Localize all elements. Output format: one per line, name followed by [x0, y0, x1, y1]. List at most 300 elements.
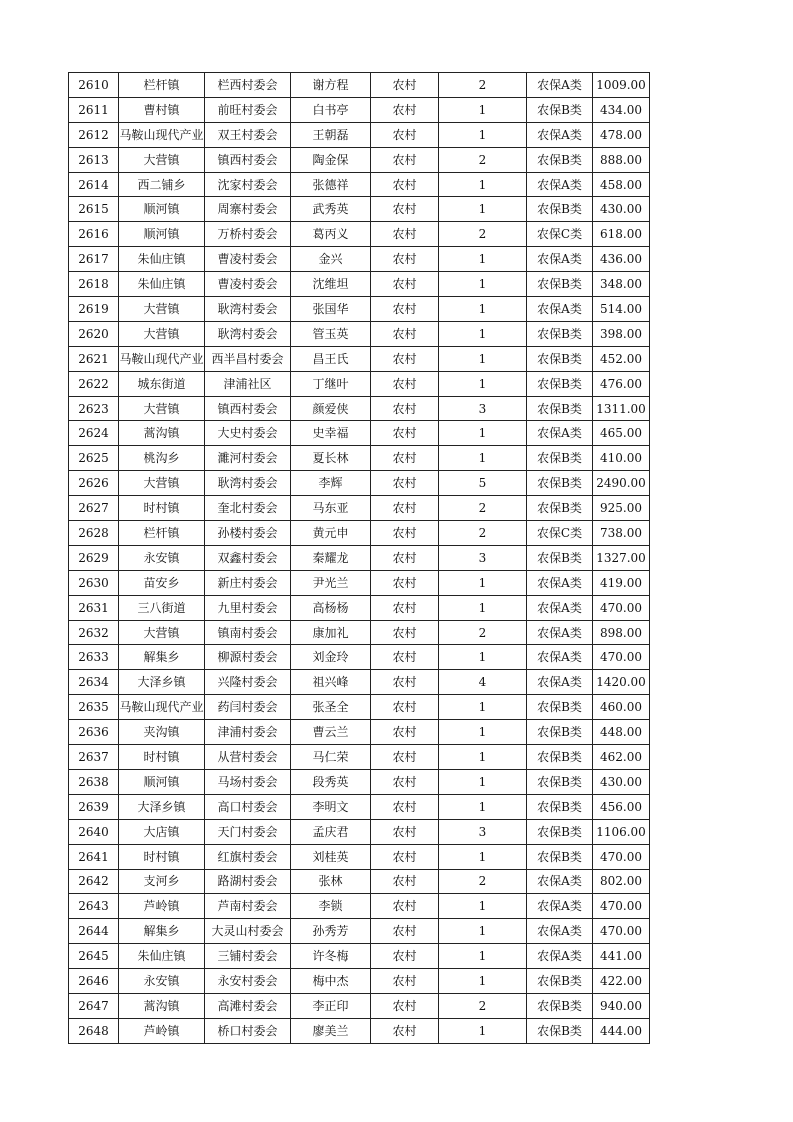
cell-person-name: 李锁 — [291, 894, 371, 919]
cell-area-type: 农村 — [371, 595, 439, 620]
cell-village: 九里村委会 — [205, 595, 291, 620]
cell-village: 奎北村委会 — [205, 496, 291, 521]
records-table-body — [69, 73, 650, 1044]
cell-amount: 514.00 — [593, 297, 650, 322]
cell-town — [119, 346, 205, 371]
cell-area-type: 农村 — [371, 73, 439, 98]
cell-serial-number: 2613 — [69, 147, 119, 172]
cell-area-type: 农村 — [371, 122, 439, 147]
cell-person-name: 管玉英 — [291, 321, 371, 346]
cell-amount: 618.00 — [593, 222, 650, 247]
cell-category: 农保B类 — [527, 769, 593, 794]
cell-area-type: 农村 — [371, 371, 439, 396]
cell-serial-number: 2612 — [69, 122, 119, 147]
cell-amount: 925.00 — [593, 496, 650, 521]
cell-household-count: 1 — [439, 844, 527, 869]
cell-serial-number: 2620 — [69, 321, 119, 346]
table-row — [69, 496, 650, 521]
cell-household-count: 1 — [439, 570, 527, 595]
cell-amount: 1009.00 — [593, 73, 650, 98]
cell-serial-number: 2623 — [69, 396, 119, 421]
cell-area-type: 农村 — [371, 794, 439, 819]
cell-person-name: 张国华 — [291, 297, 371, 322]
cell-serial-number: 2624 — [69, 421, 119, 446]
cell-town-text: 大营镇 — [143, 625, 180, 640]
cell-household-count: 1 — [439, 247, 527, 272]
cell-person-name: 夏长林 — [291, 446, 371, 471]
cell-serial-number: 2633 — [69, 645, 119, 670]
cell-town-text: 支河乡 — [143, 874, 180, 889]
cell-category: 农保B类 — [527, 720, 593, 745]
cell-town — [119, 321, 205, 346]
cell-household-count: 1 — [439, 346, 527, 371]
cell-town — [119, 97, 205, 122]
cell-town — [119, 844, 205, 869]
cell-category: 农保B类 — [527, 147, 593, 172]
cell-serial-number: 2628 — [69, 521, 119, 546]
cell-amount: 434.00 — [593, 97, 650, 122]
cell-area-type: 农村 — [371, 272, 439, 297]
table-row — [69, 222, 650, 247]
cell-town-text: 芦岭镇 — [143, 1023, 180, 1038]
cell-amount: 478.00 — [593, 122, 650, 147]
cell-area-type: 农村 — [371, 297, 439, 322]
cell-town — [119, 919, 205, 944]
cell-person-name: 金兴 — [291, 247, 371, 272]
cell-town-text: 时村镇 — [143, 849, 180, 864]
cell-area-type: 农村 — [371, 819, 439, 844]
cell-category: 农保A类 — [527, 919, 593, 944]
cell-area-type: 农村 — [371, 919, 439, 944]
cell-household-count: 1 — [439, 645, 527, 670]
cell-amount: 888.00 — [593, 147, 650, 172]
cell-town-text: 大营镇 — [143, 476, 180, 491]
cell-village: 前旺村委会 — [205, 97, 291, 122]
cell-category: 农保B类 — [527, 844, 593, 869]
cell-area-type: 农村 — [371, 396, 439, 421]
cell-town — [119, 670, 205, 695]
cell-amount: 802.00 — [593, 869, 650, 894]
cell-village: 津浦社区 — [205, 371, 291, 396]
cell-village: 双鑫村委会 — [205, 545, 291, 570]
cell-household-count: 4 — [439, 670, 527, 695]
cell-area-type: 农村 — [371, 745, 439, 770]
cell-town — [119, 869, 205, 894]
cell-category: 农保B类 — [527, 272, 593, 297]
cell-serial-number: 2642 — [69, 869, 119, 894]
table-row — [69, 545, 650, 570]
cell-area-type: 农村 — [371, 720, 439, 745]
cell-household-count: 1 — [439, 97, 527, 122]
cell-category: 农保B类 — [527, 97, 593, 122]
cell-town-text: 顺河镇 — [143, 202, 180, 217]
cell-person-name: 李辉 — [291, 471, 371, 496]
cell-area-type: 农村 — [371, 222, 439, 247]
cell-category: 农保C类 — [527, 521, 593, 546]
table-row — [69, 993, 650, 1018]
table-row — [69, 769, 650, 794]
cell-category: 农保B类 — [527, 396, 593, 421]
cell-category: 农保A类 — [527, 645, 593, 670]
cell-area-type: 农村 — [371, 944, 439, 969]
cell-person-name: 王朝磊 — [291, 122, 371, 147]
table-row — [69, 396, 650, 421]
cell-household-count: 1 — [439, 371, 527, 396]
cell-amount: 465.00 — [593, 421, 650, 446]
cell-household-count: 1 — [439, 969, 527, 994]
cell-town — [119, 595, 205, 620]
cell-category: 农保B类 — [527, 545, 593, 570]
cell-serial-number: 2636 — [69, 720, 119, 745]
cell-category: 农保A类 — [527, 944, 593, 969]
cell-household-count: 2 — [439, 73, 527, 98]
cell-town — [119, 720, 205, 745]
cell-amount: 422.00 — [593, 969, 650, 994]
cell-category: 农保B类 — [527, 371, 593, 396]
cell-town-text: 苗安乡 — [143, 575, 180, 590]
cell-serial-number: 2641 — [69, 844, 119, 869]
cell-category: 农保B类 — [527, 471, 593, 496]
cell-town — [119, 396, 205, 421]
cell-person-name: 张圣全 — [291, 695, 371, 720]
cell-village: 周寨村委会 — [205, 197, 291, 222]
cell-area-type: 农村 — [371, 993, 439, 1018]
cell-village: 曹凌村委会 — [205, 247, 291, 272]
table-row — [69, 446, 650, 471]
cell-area-type: 农村 — [371, 321, 439, 346]
cell-town-text: 顺河镇 — [143, 774, 180, 789]
cell-amount: 441.00 — [593, 944, 650, 969]
cell-person-name: 马东亚 — [291, 496, 371, 521]
cell-category: 农保B类 — [527, 969, 593, 994]
cell-household-count: 5 — [439, 471, 527, 496]
cell-serial-number: 2631 — [69, 595, 119, 620]
cell-household-count: 1 — [439, 297, 527, 322]
cell-person-name: 马仁荣 — [291, 745, 371, 770]
cell-village: 双王村委会 — [205, 122, 291, 147]
cell-serial-number: 2616 — [69, 222, 119, 247]
cell-village: 柳源村委会 — [205, 645, 291, 670]
cell-serial-number: 2622 — [69, 371, 119, 396]
table-row — [69, 73, 650, 98]
table-row — [69, 1018, 650, 1043]
cell-village: 芦南村委会 — [205, 894, 291, 919]
table-row — [69, 247, 650, 272]
cell-amount: 470.00 — [593, 844, 650, 869]
cell-category: 农保B类 — [527, 695, 593, 720]
cell-person-name: 沈维坦 — [291, 272, 371, 297]
cell-household-count: 2 — [439, 993, 527, 1018]
cell-village: 曹凌村委会 — [205, 272, 291, 297]
table-row — [69, 670, 650, 695]
cell-area-type: 农村 — [371, 969, 439, 994]
table-row — [69, 297, 650, 322]
cell-household-count: 1 — [439, 272, 527, 297]
cell-person-name: 孟庆君 — [291, 819, 371, 844]
cell-town — [119, 819, 205, 844]
cell-household-count: 1 — [439, 122, 527, 147]
cell-village: 大史村委会 — [205, 421, 291, 446]
cell-village: 桥口村委会 — [205, 1018, 291, 1043]
cell-town-text: 大店镇 — [143, 824, 180, 839]
table-row — [69, 620, 650, 645]
cell-category: 农保B类 — [527, 321, 593, 346]
cell-area-type: 农村 — [371, 446, 439, 471]
cell-town — [119, 794, 205, 819]
cell-village: 红旗村委会 — [205, 844, 291, 869]
cell-amount: 940.00 — [593, 993, 650, 1018]
cell-town-text: 解集乡 — [143, 924, 180, 939]
cell-town — [119, 471, 205, 496]
cell-town-text: 栏杆镇 — [143, 77, 180, 92]
cell-category: 农保B类 — [527, 794, 593, 819]
cell-serial-number: 2617 — [69, 247, 119, 272]
cell-household-count: 1 — [439, 944, 527, 969]
cell-amount: 410.00 — [593, 446, 650, 471]
cell-household-count: 1 — [439, 1018, 527, 1043]
cell-category: 农保A类 — [527, 595, 593, 620]
cell-town — [119, 371, 205, 396]
cell-amount: 419.00 — [593, 570, 650, 595]
cell-household-count: 1 — [439, 197, 527, 222]
cell-serial-number: 2618 — [69, 272, 119, 297]
cell-area-type: 农村 — [371, 471, 439, 496]
cell-village: 镇西村委会 — [205, 396, 291, 421]
cell-village: 镇西村委会 — [205, 147, 291, 172]
cell-category: 农保B类 — [527, 496, 593, 521]
cell-village: 沈家村委会 — [205, 172, 291, 197]
cell-person-name: 张林 — [291, 869, 371, 894]
cell-area-type: 农村 — [371, 346, 439, 371]
cell-serial-number: 2639 — [69, 794, 119, 819]
cell-serial-number: 2627 — [69, 496, 119, 521]
table-row — [69, 421, 650, 446]
cell-town — [119, 645, 205, 670]
cell-serial-number: 2615 — [69, 197, 119, 222]
cell-person-name: 丁继叶 — [291, 371, 371, 396]
cell-category: 农保A类 — [527, 172, 593, 197]
cell-category: 农保C类 — [527, 222, 593, 247]
cell-category: 农保B类 — [527, 745, 593, 770]
cell-town-text: 大营镇 — [143, 326, 180, 341]
cell-person-name: 史幸福 — [291, 421, 371, 446]
table-row — [69, 645, 650, 670]
cell-household-count: 1 — [439, 595, 527, 620]
cell-person-name: 曹云兰 — [291, 720, 371, 745]
cell-area-type: 农村 — [371, 545, 439, 570]
cell-household-count: 1 — [439, 745, 527, 770]
cell-town-text: 马鞍山现代产业 — [119, 700, 204, 715]
cell-category: 农保A类 — [527, 122, 593, 147]
cell-person-name: 刘桂英 — [291, 844, 371, 869]
cell-serial-number: 2647 — [69, 993, 119, 1018]
cell-amount: 456.00 — [593, 794, 650, 819]
cell-area-type: 农村 — [371, 645, 439, 670]
cell-serial-number: 2645 — [69, 944, 119, 969]
cell-serial-number: 2640 — [69, 819, 119, 844]
cell-town-text: 永安镇 — [143, 974, 180, 988]
cell-area-type: 农村 — [371, 147, 439, 172]
cell-town — [119, 496, 205, 521]
cell-town-text: 解集乡 — [143, 650, 180, 665]
cell-household-count: 1 — [439, 695, 527, 720]
cell-town-text: 永安镇 — [143, 550, 180, 565]
cell-village: 濉河村委会 — [205, 446, 291, 471]
cell-town — [119, 969, 205, 994]
cell-area-type: 农村 — [371, 894, 439, 919]
cell-household-count: 3 — [439, 545, 527, 570]
cell-area-type: 农村 — [371, 97, 439, 122]
cell-person-name: 黄元申 — [291, 521, 371, 546]
cell-amount: 460.00 — [593, 695, 650, 720]
cell-serial-number: 2630 — [69, 570, 119, 595]
table-row — [69, 321, 650, 346]
table-row — [69, 819, 650, 844]
cell-town — [119, 769, 205, 794]
cell-household-count: 2 — [439, 521, 527, 546]
cell-area-type: 农村 — [371, 1018, 439, 1043]
cell-town — [119, 745, 205, 770]
cell-town-text: 城东街道 — [137, 376, 186, 391]
cell-category: 农保A类 — [527, 421, 593, 446]
cell-serial-number: 2629 — [69, 545, 119, 570]
table-row — [69, 720, 650, 745]
cell-village: 天门村委会 — [205, 819, 291, 844]
table-row — [69, 97, 650, 122]
cell-household-count: 3 — [439, 819, 527, 844]
cell-town — [119, 222, 205, 247]
cell-area-type: 农村 — [371, 670, 439, 695]
cell-area-type: 农村 — [371, 421, 439, 446]
cell-amount: 430.00 — [593, 197, 650, 222]
cell-person-name: 白书亭 — [291, 97, 371, 122]
cell-town-text: 朱仙庄镇 — [137, 252, 186, 267]
cell-household-count: 1 — [439, 794, 527, 819]
cell-person-name: 李正印 — [291, 993, 371, 1018]
cell-serial-number: 2634 — [69, 670, 119, 695]
cell-category: 农保A类 — [527, 869, 593, 894]
cell-town-text: 大泽乡镇 — [137, 675, 186, 690]
cell-area-type: 农村 — [371, 869, 439, 894]
table-row — [69, 521, 650, 546]
cell-village: 耿湾村委会 — [205, 321, 291, 346]
cell-amount: 1311.00 — [593, 396, 650, 421]
cell-person-name: 尹光兰 — [291, 570, 371, 595]
cell-town — [119, 1018, 205, 1043]
cell-town — [119, 695, 205, 720]
cell-person-name: 梅中杰 — [291, 969, 371, 994]
cell-area-type: 农村 — [371, 521, 439, 546]
cell-category: 农保B类 — [527, 993, 593, 1018]
cell-town-text: 顺河镇 — [143, 227, 180, 242]
table-row — [69, 869, 650, 894]
cell-amount: 444.00 — [593, 1018, 650, 1043]
cell-serial-number: 2610 — [69, 73, 119, 98]
cell-amount: 348.00 — [593, 272, 650, 297]
cell-household-count: 2 — [439, 620, 527, 645]
cell-area-type: 农村 — [371, 695, 439, 720]
cell-area-type: 农村 — [371, 620, 439, 645]
table-row — [69, 346, 650, 371]
cell-town — [119, 620, 205, 645]
cell-amount: 458.00 — [593, 172, 650, 197]
cell-household-count: 1 — [439, 769, 527, 794]
cell-serial-number: 2644 — [69, 919, 119, 944]
cell-person-name: 谢方程 — [291, 73, 371, 98]
cell-town-text: 大营镇 — [143, 152, 180, 167]
table-row — [69, 197, 650, 222]
cell-amount: 1420.00 — [593, 670, 650, 695]
cell-household-count: 2 — [439, 222, 527, 247]
cell-amount: 898.00 — [593, 620, 650, 645]
cell-town — [119, 944, 205, 969]
cell-serial-number: 2635 — [69, 695, 119, 720]
cell-amount: 738.00 — [593, 521, 650, 546]
cell-town-text: 大泽乡镇 — [137, 799, 186, 814]
cell-town-text: 蒿沟镇 — [143, 998, 180, 1013]
cell-village: 西半昌村委会 — [205, 346, 291, 371]
table-row — [69, 172, 650, 197]
cell-amount: 476.00 — [593, 371, 650, 396]
cell-household-count: 1 — [439, 894, 527, 919]
cell-town-text: 夹沟镇 — [143, 725, 180, 740]
cell-area-type: 农村 — [371, 172, 439, 197]
cell-category: 农保B类 — [527, 446, 593, 471]
cell-category: 农保A类 — [527, 247, 593, 272]
cell-town — [119, 122, 205, 147]
cell-person-name: 高杨杨 — [291, 595, 371, 620]
cell-town — [119, 247, 205, 272]
cell-household-count: 3 — [439, 396, 527, 421]
cell-amount: 436.00 — [593, 247, 650, 272]
cell-village: 从营村委会 — [205, 745, 291, 770]
cell-amount: 430.00 — [593, 769, 650, 794]
cell-village: 津浦村委会 — [205, 720, 291, 745]
cell-person-name: 李明文 — [291, 794, 371, 819]
cell-town-text: 马鞍山现代产业 — [119, 351, 204, 366]
cell-town — [119, 894, 205, 919]
cell-category: 农保A类 — [527, 894, 593, 919]
cell-serial-number: 2626 — [69, 471, 119, 496]
table-row — [69, 794, 650, 819]
cell-village: 万桥村委会 — [205, 222, 291, 247]
cell-person-name: 段秀英 — [291, 769, 371, 794]
cell-category: 农保B类 — [527, 197, 593, 222]
records-table — [68, 72, 650, 1044]
cell-amount: 470.00 — [593, 894, 650, 919]
cell-person-name: 陶金保 — [291, 147, 371, 172]
cell-village: 高滩村委会 — [205, 993, 291, 1018]
cell-serial-number: 2643 — [69, 894, 119, 919]
cell-village: 大灵山村委会 — [205, 919, 291, 944]
cell-person-name: 葛丙义 — [291, 222, 371, 247]
cell-town-text: 时村镇 — [143, 501, 180, 516]
cell-amount: 2490.00 — [593, 471, 650, 496]
cell-town-text: 朱仙庄镇 — [137, 949, 186, 964]
table-row — [69, 122, 650, 147]
cell-village: 孙楼村委会 — [205, 521, 291, 546]
table-row — [69, 695, 650, 720]
cell-village: 新庄村委会 — [205, 570, 291, 595]
cell-town-text: 栏杆镇 — [143, 525, 180, 540]
cell-village: 兴隆村委会 — [205, 670, 291, 695]
cell-serial-number: 2621 — [69, 346, 119, 371]
cell-village: 耿湾村委会 — [205, 297, 291, 322]
cell-category: 农保A类 — [527, 570, 593, 595]
cell-town-text: 曹村镇 — [143, 102, 180, 117]
cell-serial-number: 2648 — [69, 1018, 119, 1043]
cell-town — [119, 297, 205, 322]
